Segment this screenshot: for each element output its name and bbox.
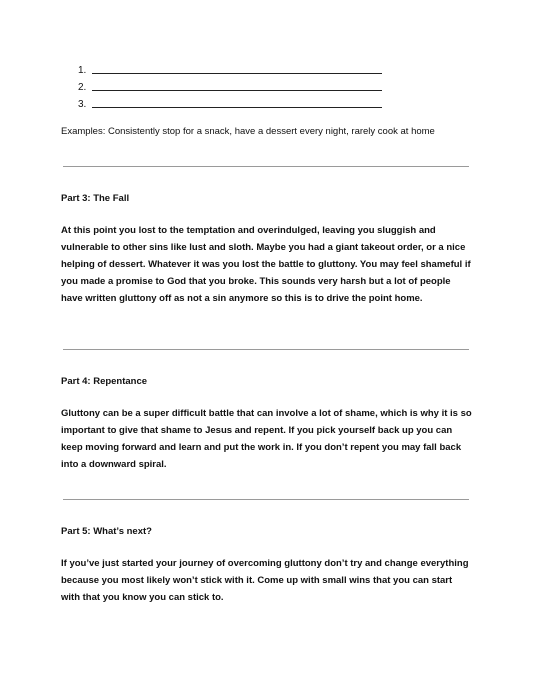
fill-in-line — [92, 99, 382, 108]
section-title-part-5: Part 5: What’s next? — [61, 526, 152, 537]
blank-list-item — [78, 60, 382, 77]
section-title-part-3: Part 3: The Fall — [61, 193, 130, 204]
blank-list-item — [78, 94, 382, 111]
blank-list-item — [78, 77, 382, 94]
numbered-blank-list — [78, 60, 382, 111]
section-divider — [63, 499, 469, 500]
section-title-part-4: Part 4: Repentance — [61, 376, 148, 387]
list-number: 2. — [78, 82, 87, 93]
section-divider — [63, 349, 469, 350]
list-number: 3. — [78, 99, 87, 110]
section-body-part-5: If you’ve just started your journey of overcoming gluttony don’t try and change everything because you most likely won’t stick with it. Come up with small wins that you can start with that you know you can stick to. — [61, 558, 469, 603]
fill-in-line — [92, 65, 382, 74]
examples-text: Examples: Consistently stop for a snack, have a dessert every night, rarely cook at home — [61, 126, 435, 137]
list-number: 1. — [78, 65, 87, 76]
section-body-part-3: At this point you lost to the temptation and overindulged, leaving you sluggish and vulnerable to other sins like lust and sloth. Maybe you had a giant takeout order, or a nice helping of dessert. Whatever it was you lost the battle to gluttony. You may feel shameful if you made a promise to God that you broke. This sounds very harsh but a lot of people have written gluttony off as not a sin anymore so this is to drive the point home. — [61, 225, 471, 304]
fill-in-line — [92, 82, 382, 91]
section-divider — [63, 166, 469, 167]
section-body-part-4: Gluttony can be a super difficult battle that can involve a lot of shame, which is why it is so important to give that shame to Jesus and repent. If you pick yourself back up you can keep moving forward and learn and put the work in. If you don’t repent you may fall back into a downward spiral. — [61, 408, 472, 470]
